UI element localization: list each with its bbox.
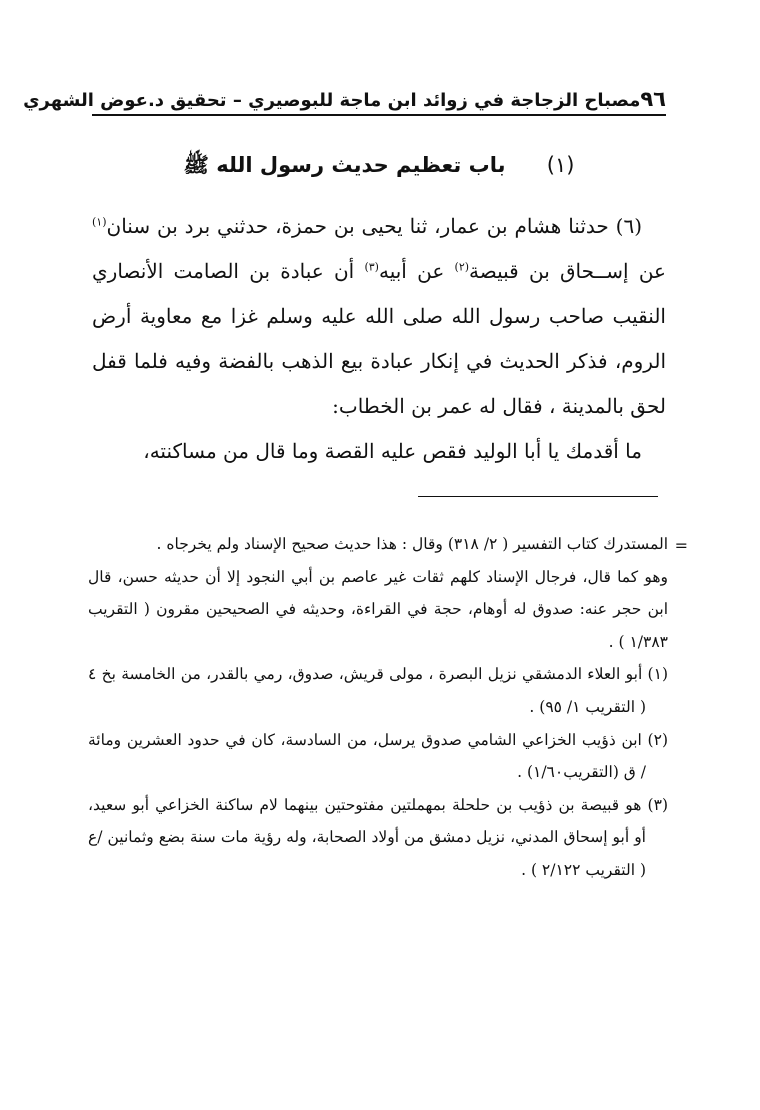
footnote-ref-3: (٣) [364,260,379,274]
chapter-heading [92,152,666,183]
hadith-text-b: عن إســحاق بن قبيصة [469,259,666,283]
main-text [92,204,666,474]
footnote-continuation-1: المستدرك كتاب التفسير ( ٢/ ٣١٨) وقال : هذا حديث صحيح الإسناد ولم يخرجاه . [156,535,668,553]
page-number: ٩٦ [640,87,666,111]
chapter-title: باب تعظيم حديث رسول الله ﷺ [183,153,506,177]
continuation-mark: = [674,536,688,555]
footnote-continuation-2: وهو كما قال، فرجال الإسناد كلهم ثقات غير عاصم بن أبي النجود إلا أن حديثه حسن، قال ابن حجر عنه: صدوق له أوهام، حجة في القراءة، وحديثه في الصحيحين مقرون ( التقريب ١/٣٨٣ ) . [88,567,668,651]
footnotes [88,528,688,887]
running-header [23,84,666,116]
footnote-ref-1: (١) [92,215,107,229]
hadith-text-d: أن عبادة بن الصامت الأنصاري النقيب صاحب رسول الله صلى الله عليه وسلم غزا مع معاوية أرض الروم، فذكر الحديث في إنكار عبادة بيع الذهب بالفضة وفيه فلما قفل لحق بالمدينة ، فقال له عمر بن الخطاب: [92,259,666,418]
footnote-continuation [88,528,688,658]
footnote-2: (٢) ابن ذؤيب الخزاعي الشامي صدوق يرسل، من السادسة، كان في حدود العشرين ومائة / ق (التقريب١/٦٠) . [88,730,668,782]
footnote-ref-2: (٢) [454,260,470,274]
footnote-1: (١) أبو العلاء الدمشقي نزيل البصرة ، مولى قريش، صدوق، رمي بالقدر، من الخامسة بخ ٤ ( التقريب ١/ ٩٥) . [88,665,668,716]
hadith-paragraph-2: ما أقدمك يا أبا الوليد فقص عليه القصة وما قال من مساكنته، [143,439,642,463]
hadith-paragraph [92,204,666,429]
header-title: مصباح الزجاجة في زوائد ابن ماجة للبوصيري – تحقيق د.عوض الشهري [23,90,641,111]
hadith-text-a: (٦) حدثنا هشام بن عمار، ثنا يحيى بن حمزة، حدثني برد بن سنان [106,214,642,238]
footnote-separator [418,496,658,497]
hadith-text-c: عن أبيه [378,259,455,283]
footnote-3: (٣) هو قبيصة بن ذؤيب بن حلحلة بمهملتين مفتوحتين بينهما لام ساكنة الخزاعي أبو سعيد، أو أبو إسحاق المدني، نزيل دمشق من أولاد الصحابة، وله رؤية مات سنة بضع وثمانين /ع ( التقريب ٢/١٢٢ ) . [88,795,668,879]
chapter-number: (١) [546,153,575,177]
